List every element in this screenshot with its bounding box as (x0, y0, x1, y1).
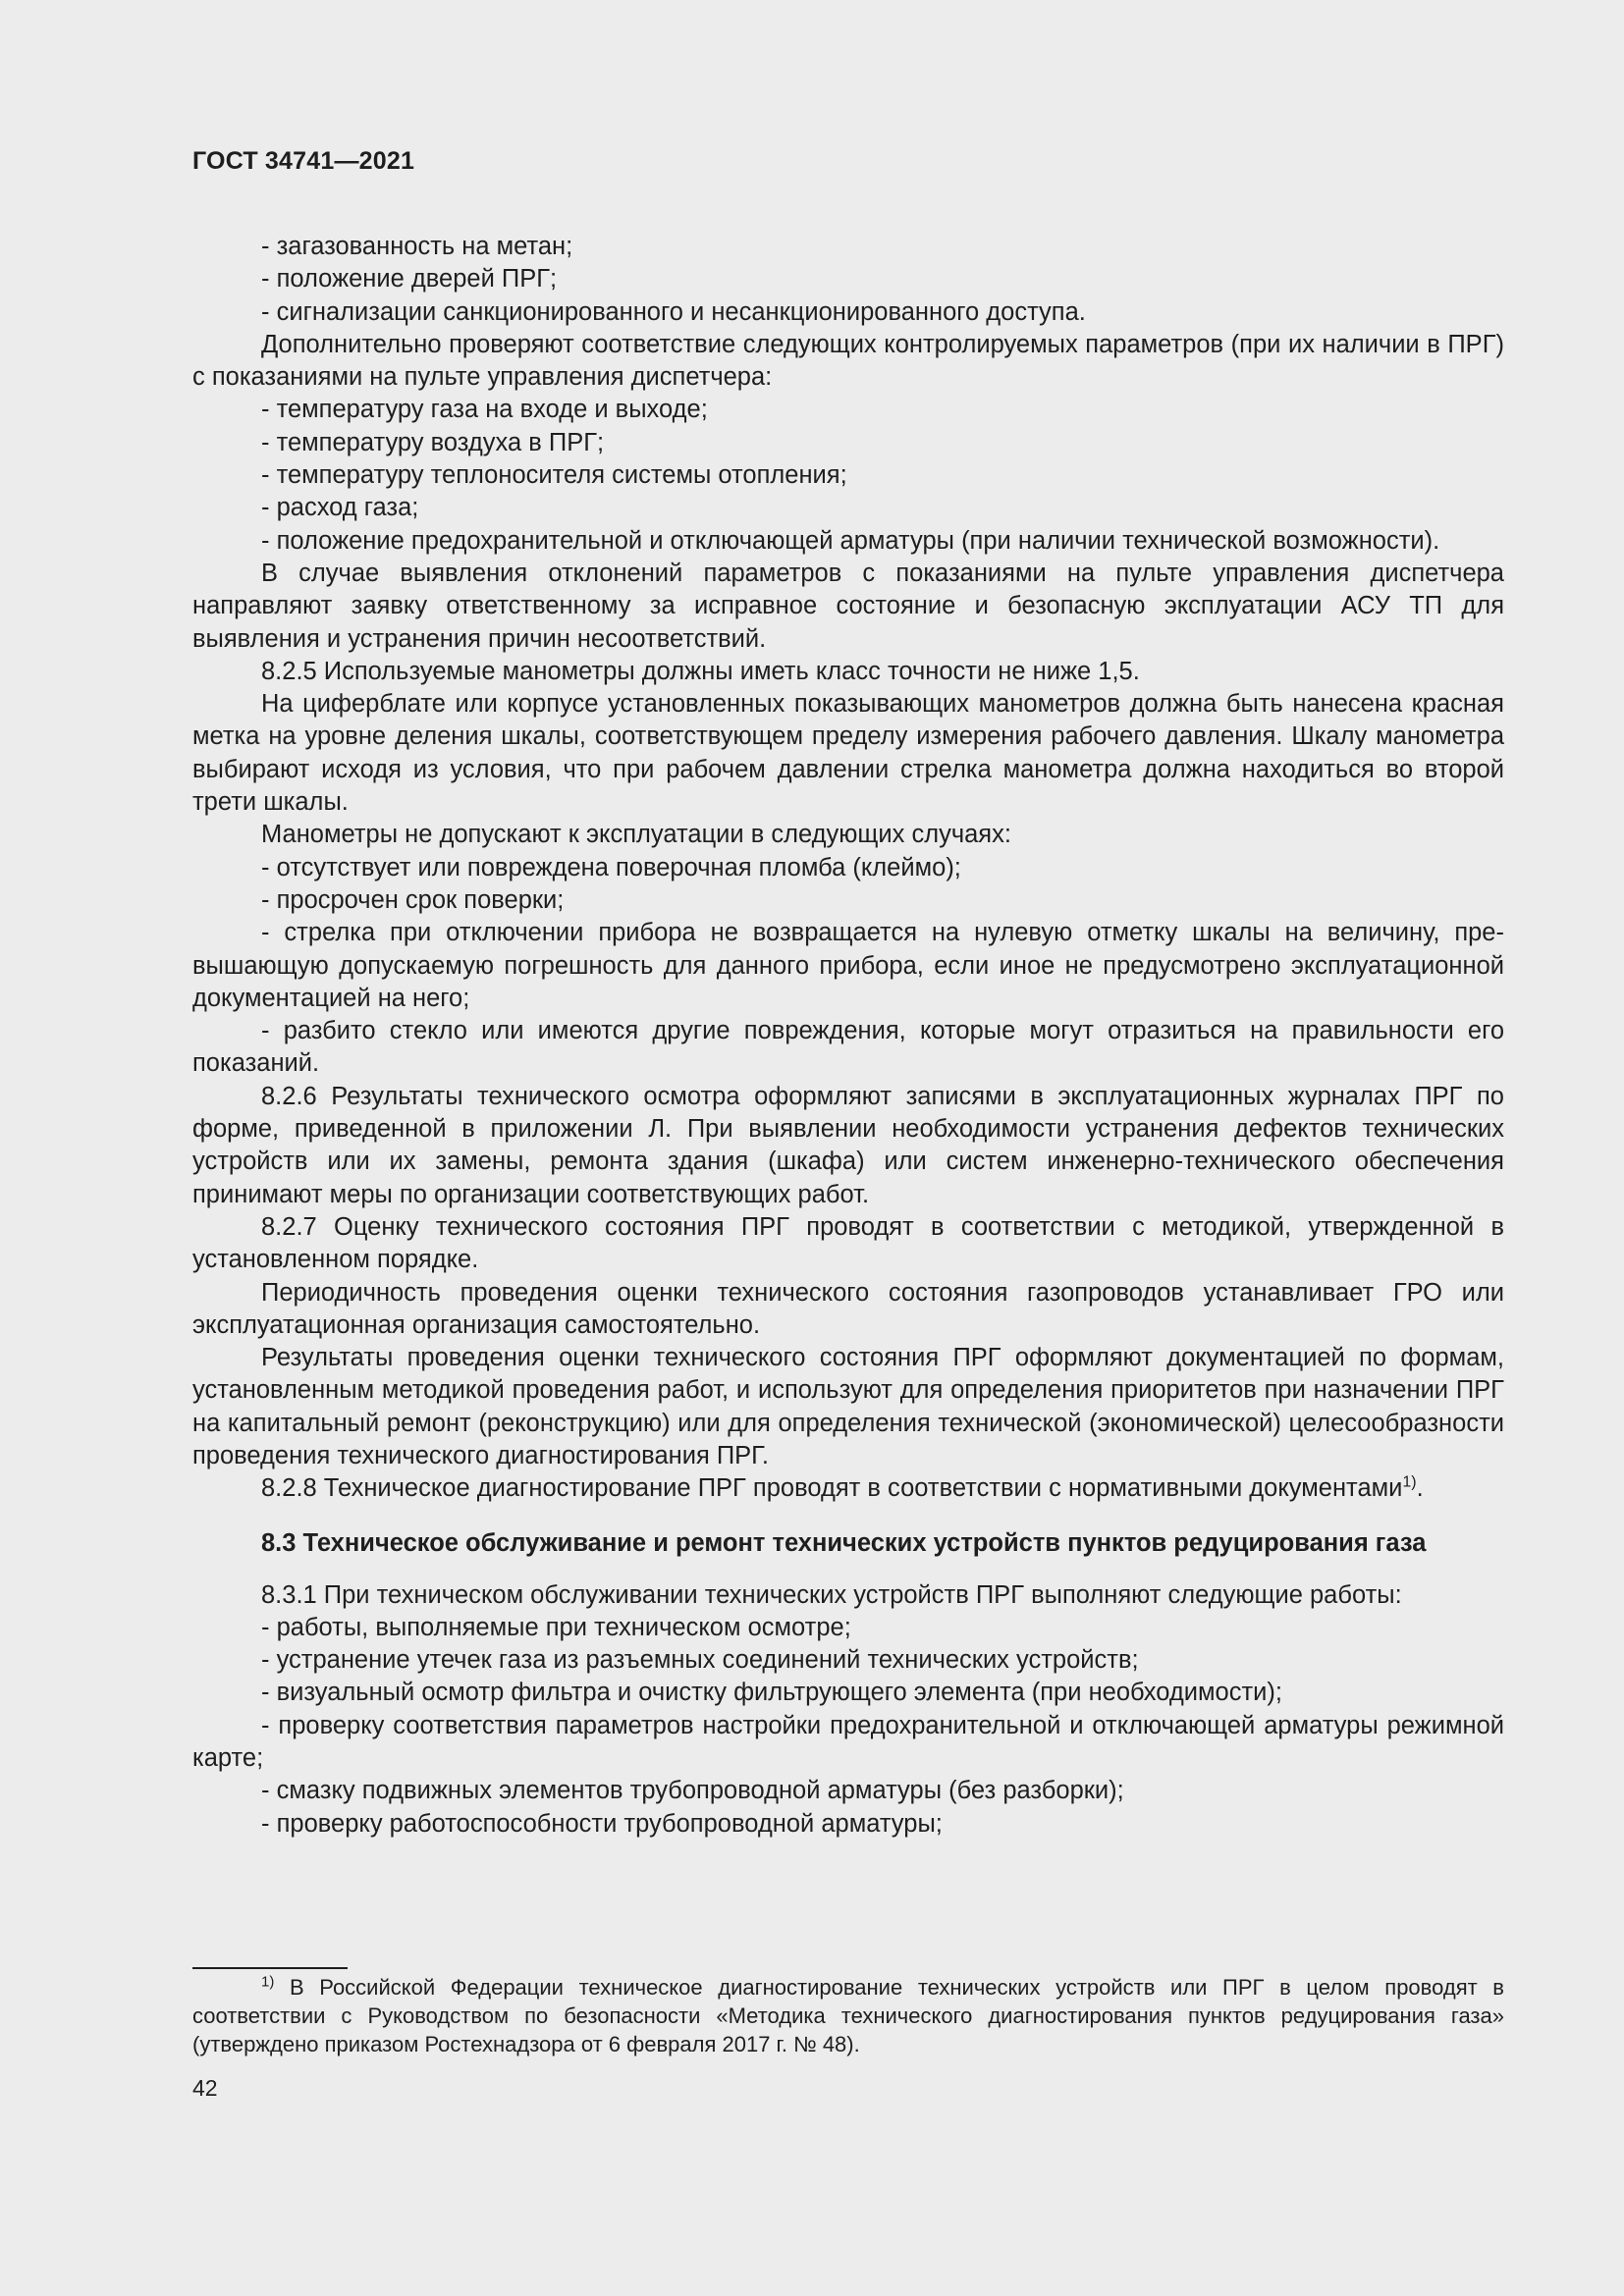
list-item: - загазованность на метан; (261, 233, 573, 260)
clause-8-2-6: 8.2.6 Результаты технического осмотра оформляют записями в эксплуатационных журналах ПРГ по форме, приведенной в приложении Л. При выявлении необходимости устранения дефектов технических устройств или их замены, ремонта здания (шкафа) или систем инженерно-технического обеспечения принимают меры по организации соответствующих работ. (192, 1082, 1504, 1208)
list-item: - сигнализации санкционированного и несанкционированного доступа. (261, 297, 1086, 326)
list-item: - разбито стекло или имеются другие повреждения, которые могут отразиться на правильности его показаний. (192, 1017, 1504, 1078)
document-header: ГОСТ 34741—2021 (192, 147, 415, 175)
list-item: - визуальный осмотр фильтра и очистку фильтрующего элемента (при необходимости); (261, 1679, 1282, 1707)
paragraph: Периодичность проведения оценки технического состояния газопроводов устанавливает ГРО или эксплуатационная организация самостоятельно. (192, 1278, 1504, 1339)
list-item: - стрелка при отключении прибора не возвращается на нулевую отметку шкалы на величину, превышающую допускаемую погрешность для данного прибора, если иное не предусмотрено эксплуатационной документацией на него; (192, 919, 1504, 1012)
clause-8-2-8-end: . (1416, 1474, 1424, 1503)
list-item: - положение предохранительной и отключающей арматуры (при наличии технической возможности). (261, 526, 1440, 555)
footnote-text: В Российской Федерации техническое диагностирование технических устройств или ПРГ в целом проводят в соответствии с Руководством по безопасности «Методика технического диагностирования пунктов редуцирования газа» (утверждено приказом Ростехнадзора от 6 февраля 2017 г. № 48). (192, 1975, 1504, 2056)
clause-8-2-8-text: 8.2.8 Техническое диагностирование ПРГ проводят в соответствии с нормативными документами (261, 1474, 1403, 1503)
list-item: - проверку соответствия параметров настройки предохранительной и отключающей арматуры режимной карте; (192, 1711, 1504, 1773)
page-number: 42 (192, 2075, 218, 2101)
clause-8-2-5: 8.2.5 Используемые манометры должны иметь класс точности не ниже 1,5. (261, 657, 1140, 685)
list-item: - температуру газа на входе и выходе; (261, 396, 708, 424)
footnote-divider (192, 1967, 348, 1969)
paragraph: Дополнительно проверяют соответствие следующих контролируемых параметров (при их наличии в ПРГ) с показаниями на пульте управления диспетчера: (192, 330, 1504, 392)
paragraph: В случае выявления отклонений параметров с показаниями на пульте управления диспетчера направляют заявку ответственному за исправное состояние и безопасную эксплуатации АСУ ТП для выявления и устранения причин несоответствий. (192, 559, 1504, 653)
list-item: - расход газа; (261, 494, 419, 522)
list-item: - проверку работоспособности трубопроводной арматуры; (261, 1809, 943, 1838)
footnote-marker: 1) (261, 1973, 275, 1991)
clause-8-3-1: 8.3.1 При техническом обслуживании технических устройств ПРГ выполняют следующие работы: (261, 1580, 1402, 1609)
clause-8-2-8 (192, 1472, 1504, 1505)
list-item: - отсутствует или повреждена поверочная пломба (клеймо); (261, 853, 961, 881)
clause-8-2-7: 8.2.7 Оценку технического состояния ПРГ проводят в соответствии с методикой, утвержденной в установленном порядке. (192, 1212, 1504, 1274)
footnote-reference[interactable]: 1) (1402, 1473, 1417, 1491)
paragraph: Результаты проведения оценки технического состояния ПРГ оформляют документацией по формам, установленным методикой проведения работ, и используют для определения приоритетов при назначении ПРГ на капитальный ремонт (реконструкцию) или для определения технической (экономической) целесообразности проведения технического диагностирования ПРГ. (192, 1344, 1504, 1469)
paragraph: Манометры не допускают к эксплуатации в следующих случаях: (261, 821, 1011, 849)
list-item: - температуру воздуха в ПРГ; (261, 428, 605, 456)
list-item: - устранение утечек газа из разъемных соединений технических устройств; (261, 1646, 1139, 1675)
page-content (192, 231, 1504, 1841)
list-item: - положение дверей ПРГ; (261, 265, 558, 294)
paragraph: На циферблате или корпусе установленных показывающих манометров должна быть нанесена красная метка на уровне деления шкалы, соответствующем пределу измерения рабочего давления. Шкалу манометра выбирают исходя из условия, что при рабочем давлении стрелка манометра должна находиться во второй трети шкалы. (192, 690, 1504, 817)
list-item: - просрочен срок поверки; (261, 885, 565, 914)
list-item: - работы, выполняемые при техническом осмотре; (261, 1613, 851, 1641)
list-item: - смазку подвижных элементов трубопроводной арматуры (без разборки); (261, 1777, 1124, 1805)
footnote (192, 1973, 1504, 2058)
list-item: - температуру теплоносителя системы отопления; (261, 461, 847, 490)
section-heading: 8.3 Техническое обслуживание и ремонт технических устройств пунктов редуцирования газа (261, 1528, 1427, 1557)
